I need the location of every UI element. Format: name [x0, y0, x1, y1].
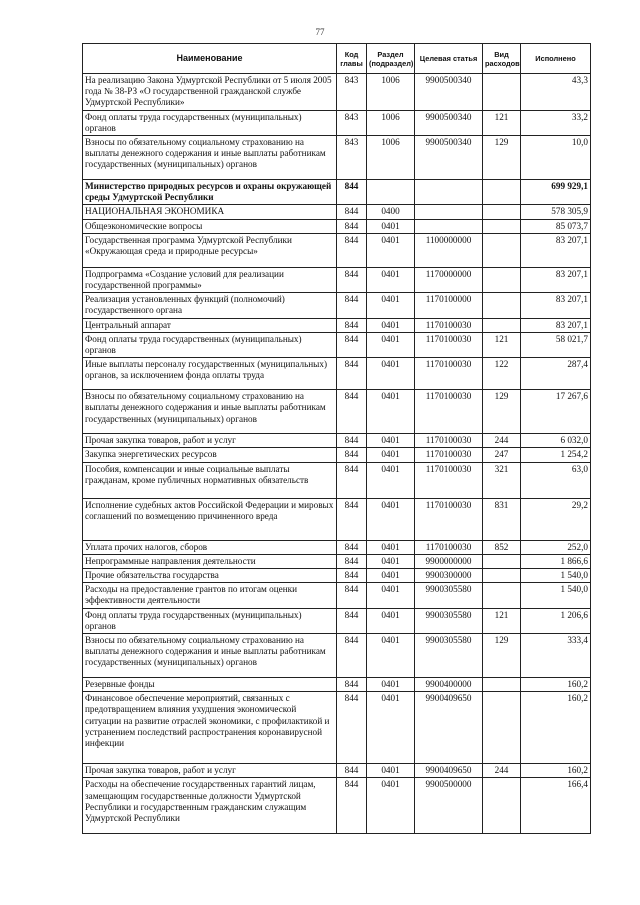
cell-name: Закупка энергетических ресурсов: [83, 448, 337, 462]
cell-name: Прочая закупка товаров, работ и услуг: [83, 434, 337, 448]
cell-code: 843: [337, 136, 367, 180]
cell-target: 1170100030: [415, 462, 483, 498]
table-row: [83, 180, 591, 205]
cell-name: Финансовое обеспечение мероприятий, связанных с предотвращением влияния ухудшения экономической ситуации на развитие отраслей экономики, с профилактикой и устранением последствий распространения коронавирусной инфекции: [83, 692, 337, 764]
cell-code: 844: [337, 764, 367, 778]
cell-code: 844: [337, 180, 367, 205]
cell-section: 1006: [367, 136, 415, 180]
cell-name: Непрограммные направления деятельности: [83, 554, 337, 568]
cell-executed: 333,4: [521, 634, 591, 678]
cell-section: 0401: [367, 634, 415, 678]
cell-name: Уплата прочих налогов, сборов: [83, 540, 337, 554]
cell-target: 1100000000: [415, 233, 483, 267]
cell-type: [483, 267, 521, 292]
cell-name: Пособия, компенсации и иные социальные выплаты гражданам, кроме публичных нормативных обязательств: [83, 462, 337, 498]
table-row: [83, 267, 591, 292]
cell-name: Исполнение судебных актов Российской Федерации и мировых соглашений по возмещению причиненного вреда: [83, 498, 337, 540]
cell-code: 844: [337, 318, 367, 332]
cell-name: Реализация установленных функций (полномочий) государственного органа: [83, 293, 337, 318]
col-header-code: Код главы: [337, 44, 367, 74]
table-row: [83, 74, 591, 111]
table-row: [83, 678, 591, 692]
cell-type: [483, 219, 521, 233]
cell-section: 0401: [367, 583, 415, 608]
table-row: [83, 554, 591, 568]
cell-code: 844: [337, 434, 367, 448]
cell-name: Государственная программа Удмуртской Республики «Окружающая среда и природные ресурсы»: [83, 233, 337, 267]
table-body: [83, 74, 591, 834]
cell-target: 9900305580: [415, 583, 483, 608]
cell-executed: 578 305,9: [521, 205, 591, 219]
cell-code: 843: [337, 110, 367, 135]
cell-code: 844: [337, 267, 367, 292]
cell-type: [483, 293, 521, 318]
cell-section: 0401: [367, 764, 415, 778]
cell-code: 844: [337, 390, 367, 434]
col-header-type: Вид расходов: [483, 44, 521, 74]
col-header-target: Целевая статья: [415, 44, 483, 74]
cell-name: Общеэкономические вопросы: [83, 219, 337, 233]
cell-executed: 83 207,1: [521, 233, 591, 267]
table-row: [83, 462, 591, 498]
table-row: [83, 764, 591, 778]
cell-target: [415, 219, 483, 233]
budget-table: [82, 43, 591, 834]
table-row: [83, 293, 591, 318]
cell-executed: 17 267,6: [521, 390, 591, 434]
cell-target: 1170100030: [415, 332, 483, 357]
cell-name: Подпрограмма «Создание условий для реализации государственной программы»: [83, 267, 337, 292]
cell-name: Иные выплаты персоналу государственных (муниципальных) органов, за исключением фонда оплаты труда: [83, 358, 337, 390]
cell-type: 122: [483, 358, 521, 390]
cell-executed: 6 032,0: [521, 434, 591, 448]
cell-executed: 43,3: [521, 74, 591, 111]
cell-type: [483, 583, 521, 608]
cell-executed: 166,4: [521, 778, 591, 834]
cell-type: [483, 318, 521, 332]
cell-target: 9900300000: [415, 569, 483, 583]
table-row: [83, 358, 591, 390]
cell-type: 852: [483, 540, 521, 554]
cell-type: 121: [483, 110, 521, 135]
cell-target: 1170100000: [415, 293, 483, 318]
cell-section: 1006: [367, 74, 415, 111]
cell-section: 0401: [367, 554, 415, 568]
col-header-section: Раздел (подраздел): [367, 44, 415, 74]
cell-section: 0401: [367, 678, 415, 692]
cell-section: 0401: [367, 390, 415, 434]
table-row: [83, 498, 591, 540]
cell-target: 1170100030: [415, 540, 483, 554]
cell-executed: 287,4: [521, 358, 591, 390]
header-row: [83, 44, 591, 74]
cell-name: Расходы на предоставление грантов по итогам оценки эффективности деятельности: [83, 583, 337, 608]
cell-section: 0401: [367, 608, 415, 633]
cell-type: [483, 778, 521, 834]
cell-name: Фонд оплаты труда государственных (муниципальных) органов: [83, 110, 337, 135]
cell-code: 844: [337, 692, 367, 764]
table-row: [83, 569, 591, 583]
cell-name: Взносы по обязательному социальному страхованию на выплаты денежного содержания и иные выплаты работникам государственных (муниципальных) органов: [83, 390, 337, 434]
cell-code: 844: [337, 540, 367, 554]
table-row: [83, 205, 591, 219]
cell-code: 844: [337, 448, 367, 462]
cell-executed: 699 929,1: [521, 180, 591, 205]
cell-name: Взносы по обязательному социальному страхованию на выплаты денежного содержания и иные выплаты работникам государственных (муниципальных) органов: [83, 136, 337, 180]
cell-type: [483, 233, 521, 267]
cell-code: 844: [337, 634, 367, 678]
cell-executed: 58 021,7: [521, 332, 591, 357]
cell-executed: 10,0: [521, 136, 591, 180]
cell-executed: 1 254,2: [521, 448, 591, 462]
cell-code: 843: [337, 74, 367, 111]
table-row: [83, 390, 591, 434]
table-row: [83, 608, 591, 633]
cell-section: 0401: [367, 332, 415, 357]
cell-type: 129: [483, 136, 521, 180]
table-row: [83, 778, 591, 834]
table-row: [83, 692, 591, 764]
cell-code: 844: [337, 219, 367, 233]
cell-code: 844: [337, 778, 367, 834]
cell-name: Фонд оплаты труда государственных (муниципальных) органов: [83, 608, 337, 633]
cell-type: [483, 180, 521, 205]
cell-target: 9900500340: [415, 74, 483, 111]
cell-type: [483, 554, 521, 568]
cell-type: 321: [483, 462, 521, 498]
cell-section: 0401: [367, 778, 415, 834]
cell-type: [483, 692, 521, 764]
table-row: [83, 110, 591, 135]
cell-type: 121: [483, 332, 521, 357]
cell-target: 9900400000: [415, 678, 483, 692]
cell-section: 0401: [367, 540, 415, 554]
cell-executed: 83 207,1: [521, 293, 591, 318]
cell-section: 0401: [367, 692, 415, 764]
cell-name: Резервные фонды: [83, 678, 337, 692]
table-row: [83, 583, 591, 608]
cell-target: 1170100030: [415, 358, 483, 390]
cell-executed: 1 866,6: [521, 554, 591, 568]
cell-target: 9900305580: [415, 634, 483, 678]
cell-executed: 85 073,7: [521, 219, 591, 233]
cell-executed: 160,2: [521, 692, 591, 764]
cell-type: 244: [483, 764, 521, 778]
cell-type: 129: [483, 634, 521, 678]
cell-section: 0401: [367, 267, 415, 292]
cell-executed: 1 540,0: [521, 583, 591, 608]
table-row: [83, 318, 591, 332]
table-row: [83, 448, 591, 462]
cell-section: [367, 180, 415, 205]
cell-name: Министерство природных ресурсов и охраны окружающей среды Удмуртской Республики: [83, 180, 337, 205]
cell-type: [483, 678, 521, 692]
cell-type: 247: [483, 448, 521, 462]
cell-code: 844: [337, 462, 367, 498]
cell-section: 1006: [367, 110, 415, 135]
cell-section: 0401: [367, 498, 415, 540]
cell-section: 0401: [367, 219, 415, 233]
cell-name: Расходы на обеспечение государственных гарантий лицам, замещающим государственные должности Удмуртской Республики и государственным гражданским служащим Удмуртской Республики: [83, 778, 337, 834]
cell-code: 844: [337, 293, 367, 318]
cell-code: 844: [337, 583, 367, 608]
cell-type: [483, 205, 521, 219]
cell-target: 1170100030: [415, 318, 483, 332]
cell-target: [415, 180, 483, 205]
col-header-name: Наименование: [83, 44, 337, 74]
cell-target: 9900500000: [415, 778, 483, 834]
cell-target: 9900500340: [415, 110, 483, 135]
cell-section: 0401: [367, 318, 415, 332]
cell-executed: 252,0: [521, 540, 591, 554]
cell-code: 844: [337, 498, 367, 540]
cell-target: 1170100030: [415, 390, 483, 434]
cell-target: 9900000000: [415, 554, 483, 568]
cell-type: [483, 569, 521, 583]
table-row: [83, 219, 591, 233]
cell-section: 0401: [367, 233, 415, 267]
cell-code: 844: [337, 358, 367, 390]
cell-name: НАЦИОНАЛЬНАЯ ЭКОНОМИКА: [83, 205, 337, 219]
cell-executed: 1 540,0: [521, 569, 591, 583]
cell-name: Фонд оплаты труда государственных (муниципальных) органов: [83, 332, 337, 357]
cell-name: Взносы по обязательному социальному страхованию на выплаты денежного содержания и иные выплаты работникам государственных (муниципальных) органов: [83, 634, 337, 678]
cell-executed: 63,0: [521, 462, 591, 498]
cell-target: 1170000000: [415, 267, 483, 292]
table-row: [83, 634, 591, 678]
cell-executed: 83 207,1: [521, 318, 591, 332]
table-row: [83, 540, 591, 554]
cell-code: 844: [337, 569, 367, 583]
cell-code: 844: [337, 205, 367, 219]
cell-section: 0401: [367, 434, 415, 448]
page-number: 77: [315, 27, 325, 37]
cell-section: 0401: [367, 358, 415, 390]
cell-target: 9900409650: [415, 764, 483, 778]
table-row: [83, 136, 591, 180]
table-row: [83, 332, 591, 357]
cell-name: Прочие обязательства государства: [83, 569, 337, 583]
cell-section: 0401: [367, 293, 415, 318]
cell-code: 844: [337, 233, 367, 267]
cell-section: 0401: [367, 462, 415, 498]
cell-target: 1170100030: [415, 498, 483, 540]
cell-section: 0400: [367, 205, 415, 219]
cell-executed: 1 206,6: [521, 608, 591, 633]
cell-executed: 160,2: [521, 764, 591, 778]
cell-type: 244: [483, 434, 521, 448]
cell-target: 1170100030: [415, 434, 483, 448]
cell-target: 9900500340: [415, 136, 483, 180]
cell-executed: 83 207,1: [521, 267, 591, 292]
cell-section: 0401: [367, 448, 415, 462]
cell-section: 0401: [367, 569, 415, 583]
cell-type: 121: [483, 608, 521, 633]
cell-name: Центральный аппарат: [83, 318, 337, 332]
cell-code: 844: [337, 608, 367, 633]
cell-target: 9900409650: [415, 692, 483, 764]
cell-type: 129: [483, 390, 521, 434]
cell-code: 844: [337, 554, 367, 568]
col-header-executed: Исполнено: [521, 44, 591, 74]
cell-name: На реализацию Закона Удмуртской Республики от 5 июля 2005 года № 38-РЗ «О государственной гражданской службе Удмуртской Республики»: [83, 74, 337, 111]
cell-code: 844: [337, 332, 367, 357]
cell-type: [483, 74, 521, 111]
cell-target: 9900305580: [415, 608, 483, 633]
table-row: [83, 434, 591, 448]
cell-target: 1170100030: [415, 448, 483, 462]
cell-executed: 29,2: [521, 498, 591, 540]
cell-code: 844: [337, 678, 367, 692]
cell-executed: 160,2: [521, 678, 591, 692]
cell-type: 831: [483, 498, 521, 540]
table-row: [83, 233, 591, 267]
cell-name: Прочая закупка товаров, работ и услуг: [83, 764, 337, 778]
cell-executed: 33,2: [521, 110, 591, 135]
cell-target: [415, 205, 483, 219]
